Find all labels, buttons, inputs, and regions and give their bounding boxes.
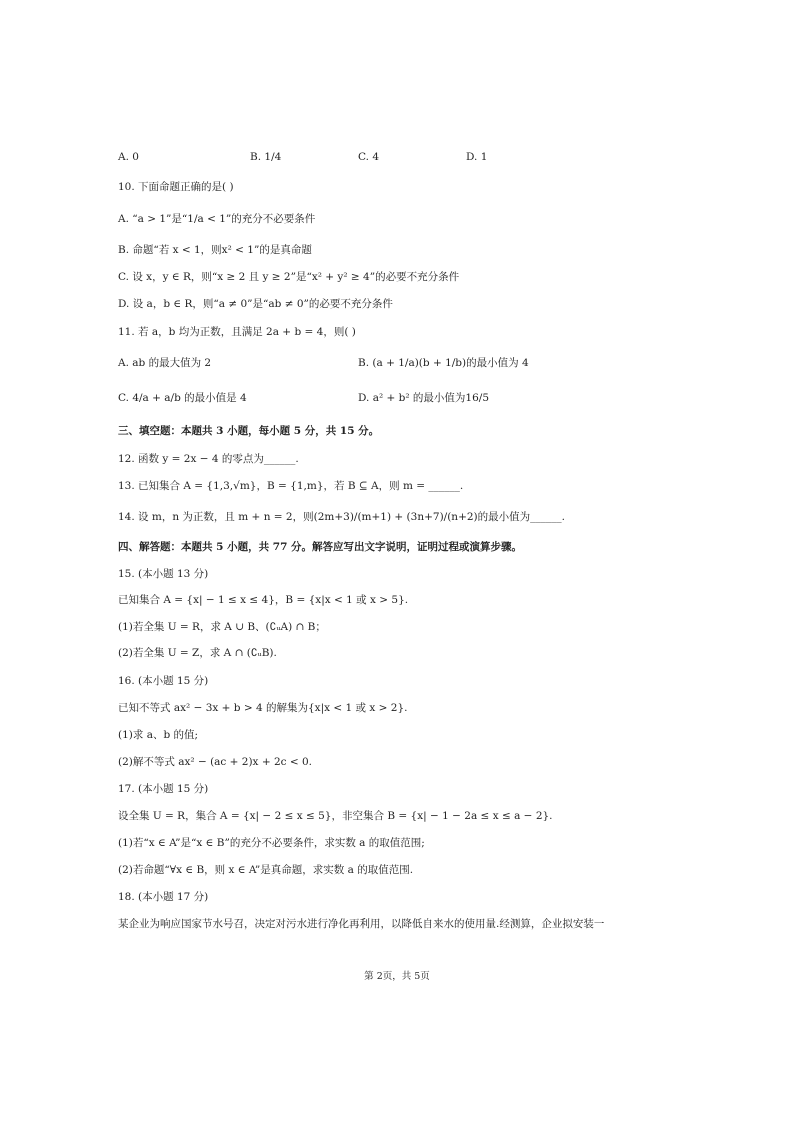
q15-line-3: (2)若全集 U = Z，求 A ∩ (∁ᵤB). — [118, 647, 277, 659]
q17-line-3: (2)若命题“∀x ∈ B，则 x ∈ A”是真命题，求实数 a 的取值范围. — [118, 864, 414, 876]
q18-line-1: 某企业为响应国家节水号召，决定对污水进行净化再利用，以降低自来水的使用量.经测算，企业拟安装一 — [118, 918, 605, 930]
q16-title: 16. (本小题 15 分) — [118, 675, 209, 687]
q11-option-b: B. (a + 1/a)(b + 1/b)的最小值为 4 — [358, 357, 529, 369]
q15-line-2: (1)若全集 U = R，求 A ∪ B、(∁ᵤA) ∩ B； — [118, 621, 326, 633]
q16-line-1: 已知不等式 ax² − 3x + b > 4 的解集为{x|x < 1 或 x > 2}. — [118, 702, 408, 714]
q9-option-c: C. 4 — [358, 151, 380, 163]
section-3-heading: 三、填空题：本题共 3 小题，每小题 5 分，共 15 分。 — [118, 425, 380, 437]
q10-option-d: D. 设 a，b ∈ R，则“a ≠ 0”是“ab ≠ 0”的必要不充分条件 — [118, 298, 393, 310]
section-4-heading: 四、解答题：本题共 5 小题，共 77 分。解答应写出文字说明，证明过程或演算步骤。 — [118, 541, 523, 553]
q13: 13. 已知集合 A = {1,3,√m}，B = {1,m}，若 B ⊆ A，则 m = ______. — [118, 480, 464, 492]
q10-option-b: B. 命题“若 x < 1，则x² < 1”的是真命题 — [118, 244, 312, 256]
q15-title: 15. (本小题 13 分) — [118, 568, 209, 580]
q16-line-3: (2)解不等式 ax² − (ac + 2)x + 2c < 0. — [118, 756, 313, 768]
q15-line-1: 已知集合 A = {x| − 1 ≤ x ≤ 4}，B = {x|x < 1 或 x > 5}. — [118, 594, 409, 606]
q11-option-a: A. ab 的最大值为 2 — [118, 357, 212, 369]
q16-line-2: (1)求 a、b 的值; — [118, 729, 199, 741]
q14: 14. 设 m，n 为正数，且 m + n = 2，则(2m+3)/(m+1) + (3n+7)/(n+2)的最小值为______. — [118, 511, 565, 523]
q10-stem: 10. 下面命题正确的是( ) — [118, 181, 234, 193]
q11-option-c: C. 4/a + a/b 的最小值是 4 — [118, 392, 247, 404]
q11-option-d: D. a² + b² 的最小值为16/5 — [358, 392, 490, 404]
q9-option-b: B. 1/4 — [250, 151, 282, 163]
q9-option-d: D. 1 — [466, 151, 488, 163]
q18-title: 18. (本小题 17 分) — [118, 891, 209, 903]
q11-stem: 11. 若 a，b 均为正数，且满足 2a + b = 4，则( ) — [118, 326, 356, 338]
q17-line-2: (1)若“x ∈ A”是“x ∈ B”的充分不必要条件，求实数 a 的取值范围; — [118, 837, 425, 849]
q10-option-c: C. 设 x，y ∈ R，则“x ≥ 2 且 y ≥ 2”是“x² + y² ≥ 4”的必要不充分条件 — [118, 271, 460, 283]
q17-title: 17. (本小题 15 分) — [118, 783, 209, 795]
q9-option-a: A. 0 — [118, 151, 139, 163]
q10-option-a: A. “a > 1”是“1/a < 1”的充分不必要条件 — [118, 213, 316, 225]
q12: 12. 函数 y = 2x − 4 的零点为______. — [118, 453, 299, 465]
q17-line-1: 设全集 U = R，集合 A = {x| − 2 ≤ x ≤ 5}，非空集合 B = {x| − 1 − 2a ≤ x ≤ a − 2}. — [118, 810, 553, 822]
page-footer: 第 2页，共 5页 — [364, 971, 430, 982]
